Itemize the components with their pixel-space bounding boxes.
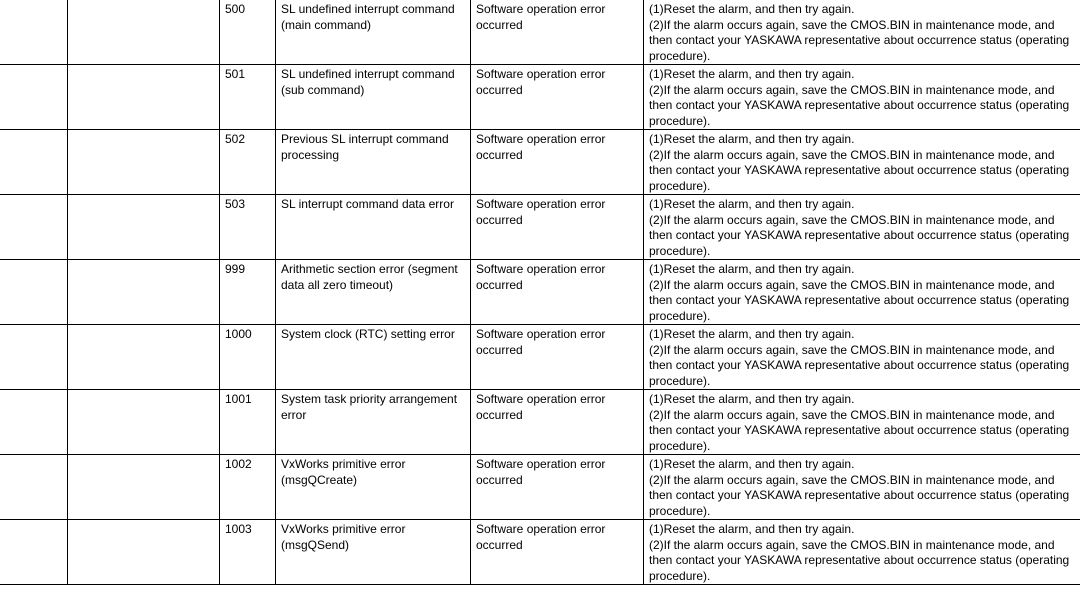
alarm-cause-cell: Software operation error occurred [471, 520, 644, 585]
alarm-number-cell: 999 [220, 260, 276, 325]
table-row [0, 130, 1080, 195]
alarm-number-cell: 503 [220, 195, 276, 260]
remedy-step-2: (2)If the alarm occurs again, save the CMOS.BIN in maintenance mode, and then contact your YASKAWA representative about occurrence status (operating procedure). [649, 212, 1070, 258]
remedy-step-1: (1)Reset the alarm, and then try again. [649, 262, 855, 276]
blank-cell [68, 520, 220, 585]
alarm-name-cell: VxWorks primitive error (msgQCreate) [276, 455, 471, 520]
alarm-remedy-cell [644, 520, 1080, 585]
table-row [0, 520, 1080, 585]
alarm-cause-cell: Software operation error occurred [471, 260, 644, 325]
remedy-step-1: (1)Reset the alarm, and then try again. [649, 522, 855, 536]
table-row [0, 325, 1080, 390]
blank-cell [0, 390, 68, 455]
alarm-number-cell: 1002 [220, 455, 276, 520]
blank-cell [0, 65, 68, 130]
table-row [0, 455, 1080, 520]
alarm-name-cell: System clock (RTC) setting error [276, 325, 471, 390]
remedy-step-1: (1)Reset the alarm, and then try again. [649, 197, 855, 211]
blank-cell [68, 65, 220, 130]
alarm-remedy-cell [644, 325, 1080, 390]
remedy-step-2: (2)If the alarm occurs again, save the CMOS.BIN in maintenance mode, and then contact your YASKAWA representative about occurrence status (operating procedure). [649, 277, 1070, 323]
alarm-cause-cell: Software operation error occurred [471, 195, 644, 260]
alarm-number-cell: 1001 [220, 390, 276, 455]
blank-cell [68, 195, 220, 260]
remedy-step-1: (1)Reset the alarm, and then try again. [649, 2, 855, 16]
remedy-step-2: (2)If the alarm occurs again, save the CMOS.BIN in maintenance mode, and then contact your YASKAWA representative about occurrence status (operating procedure). [649, 147, 1070, 193]
remedy-step-2: (2)If the alarm occurs again, save the CMOS.BIN in maintenance mode, and then contact your YASKAWA representative about occurrence status (operating procedure). [649, 537, 1070, 583]
alarm-name-cell: SL interrupt command data error [276, 195, 471, 260]
blank-cell [68, 130, 220, 195]
blank-cell [68, 260, 220, 325]
table-row [0, 195, 1080, 260]
alarm-name-cell: System task priority arrangement error [276, 390, 471, 455]
remedy-step-1: (1)Reset the alarm, and then try again. [649, 132, 855, 146]
blank-cell [0, 130, 68, 195]
remedy-step-1: (1)Reset the alarm, and then try again. [649, 327, 855, 341]
blank-cell [0, 195, 68, 260]
alarm-cause-cell: Software operation error occurred [471, 455, 644, 520]
blank-cell [0, 455, 68, 520]
blank-cell [68, 390, 220, 455]
blank-cell [68, 455, 220, 520]
blank-cell [0, 0, 68, 65]
table-row [0, 260, 1080, 325]
table-row [0, 390, 1080, 455]
alarm-number-cell: 1003 [220, 520, 276, 585]
alarm-cause-cell: Software operation error occurred [471, 325, 644, 390]
table-row [0, 65, 1080, 130]
remedy-step-1: (1)Reset the alarm, and then try again. [649, 67, 855, 81]
alarm-cause-cell: Software operation error occurred [471, 130, 644, 195]
alarm-name-cell: VxWorks primitive error (msgQSend) [276, 520, 471, 585]
alarm-remedy-cell [644, 65, 1080, 130]
alarm-number-cell: 502 [220, 130, 276, 195]
alarm-name-cell: SL undefined interrupt command (sub command) [276, 65, 471, 130]
remedy-step-1: (1)Reset the alarm, and then try again. [649, 457, 855, 471]
remedy-step-2: (2)If the alarm occurs again, save the CMOS.BIN in maintenance mode, and then contact your YASKAWA representative about occurrence status (operating procedure). [649, 17, 1070, 63]
remedy-step-2: (2)If the alarm occurs again, save the CMOS.BIN in maintenance mode, and then contact your YASKAWA representative about occurrence status (operating procedure). [649, 82, 1070, 128]
blank-cell [0, 260, 68, 325]
alarm-remedy-cell [644, 455, 1080, 520]
alarm-remedy-cell [644, 390, 1080, 455]
alarm-name-cell: Arithmetic section error (segment data all zero timeout) [276, 260, 471, 325]
alarm-number-cell: 1000 [220, 325, 276, 390]
alarm-name-cell: SL undefined interrupt command (main command) [276, 0, 471, 65]
alarm-remedy-cell [644, 195, 1080, 260]
alarm-number-cell: 500 [220, 0, 276, 65]
table-row [0, 0, 1080, 65]
remedy-step-2: (2)If the alarm occurs again, save the CMOS.BIN in maintenance mode, and then contact your YASKAWA representative about occurrence status (operating procedure). [649, 407, 1070, 453]
alarm-remedy-cell [644, 0, 1080, 65]
alarm-cause-cell: Software operation error occurred [471, 0, 644, 65]
remedy-step-1: (1)Reset the alarm, and then try again. [649, 392, 855, 406]
remedy-step-2: (2)If the alarm occurs again, save the CMOS.BIN in maintenance mode, and then contact your YASKAWA representative about occurrence status (operating procedure). [649, 342, 1070, 388]
blank-cell [0, 520, 68, 585]
alarm-remedy-cell [644, 260, 1080, 325]
alarm-number-cell: 501 [220, 65, 276, 130]
remedy-step-2: (2)If the alarm occurs again, save the CMOS.BIN in maintenance mode, and then contact your YASKAWA representative about occurrence status (operating procedure). [649, 472, 1070, 518]
blank-cell [0, 325, 68, 390]
blank-cell [68, 0, 220, 65]
alarm-remedy-cell [644, 130, 1080, 195]
alarm-cause-cell: Software operation error occurred [471, 65, 644, 130]
blank-cell [68, 325, 220, 390]
alarm-cause-cell: Software operation error occurred [471, 390, 644, 455]
alarm-name-cell: Previous SL interrupt command processing [276, 130, 471, 195]
